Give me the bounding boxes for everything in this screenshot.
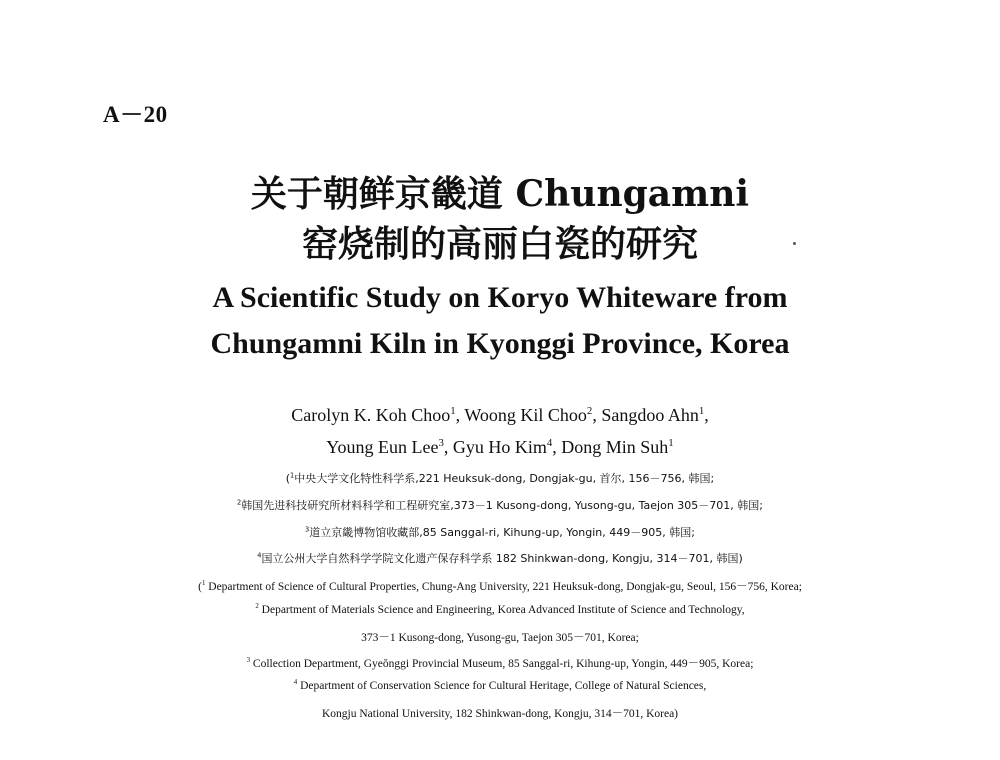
affiliation-text: Department of Conservation Science for Cultural Heritage, College of Natural Sciences, <box>300 680 707 692</box>
affiliation-text: Kongju National University, 182 Shinkwan-dong, Kongju, 314－701, Korea) <box>321 708 679 720</box>
author-affiliation-number: 1 <box>668 437 674 449</box>
affiliation-text: 道立京畿博物馆收藏部,85 Sanggal-ri, Kihung-up, Yongin, 449－905, 韩国; <box>309 526 695 539</box>
affiliation-text: 韩国先进科技研究所材料科学和工程研究室,373－1 Kusong-dong, Yusong-gu, Taejon 305－701, 韩国; <box>241 499 763 512</box>
author-name: Woong Kil Choo <box>464 405 587 425</box>
affiliation-cn-1 <box>0 470 1000 486</box>
author-affiliation-number: 4 <box>546 437 553 449</box>
affiliation-number: 2 <box>255 603 259 611</box>
affiliation-number: 2 <box>237 498 242 507</box>
affiliation-text: Department of Materials Science and Engineering, Korea Advanced Institute of Science and Technology, <box>261 604 745 616</box>
paren-open: ( <box>198 581 202 593</box>
author-name: Gyu Ho Kim <box>452 437 547 457</box>
affiliation-en-4-cont <box>0 705 1000 721</box>
affiliation-text: 国立公州大学自然科学学院文化遗产保存科学系 182 Shinkwan-dong, Kongju, 314－701, 韩国) <box>261 552 743 565</box>
affiliation-en-3 <box>0 655 1000 671</box>
affiliation-number: 3 <box>305 525 310 534</box>
author-affiliation-number: 3 <box>438 437 444 449</box>
affiliation-en-2 <box>0 604 1000 616</box>
affiliation-text: Collection Department, Gyeŏnggi Provincial Museum, 85 Sanggal-ri, Kihung-up, Yongin, 449－905, Korea; <box>252 658 754 670</box>
affiliation-text: Department of Science of Cultural Properties, Chung-Ang University, 221 Heuksuk-dong, Dongjak-gu, Seoul, 156－756, Korea; <box>208 581 802 593</box>
affiliation-number: 3 <box>246 657 251 665</box>
affiliation-cn-4 <box>0 550 1000 566</box>
affiliation-en-4 <box>0 680 1000 692</box>
author-name: Sangdoo Ahn <box>601 405 699 425</box>
affiliation-number: 1 <box>201 580 206 588</box>
affiliation-en-1 <box>0 578 1000 594</box>
author-name: Young Eun Lee <box>326 437 439 457</box>
authors-line-2: Young Eun Lee$^3$, Gyu Ho Kim$^4$, Dong Min Suh$^1$ <box>326 437 674 457</box>
paper-code: A－20 <box>103 102 168 127</box>
title-chinese-line-2: 窑烧制的高丽白瓷的研究 <box>301 223 698 265</box>
authors-line-1: Carolyn K. Koh Choo$^1$, Woong Kil Choo$^2$, Sangdoo Ahn$^1$, <box>291 405 709 425</box>
author-affiliation-number: 1 <box>450 405 456 417</box>
affiliation-number: 4 <box>293 679 298 687</box>
author-name: Dong Min Suh <box>561 437 669 457</box>
title-english-line-2: Chungamni Kiln in Kyonggi Province, Korea <box>210 327 790 360</box>
affiliation-cn-3 <box>0 524 1000 540</box>
author-affiliation-number: 1 <box>698 405 705 417</box>
stray-mark <box>793 242 796 245</box>
author-name: Carolyn K. Koh Choo <box>291 405 451 425</box>
author-affiliation-number: 2 <box>586 405 593 417</box>
affiliation-text: 373－1 Kusong-dong, Yusong-gu, Taejon 305－701, Korea; <box>361 632 639 644</box>
title-chinese-line-1: 关于朝鲜京畿道 Chungamni <box>250 173 750 215</box>
paren-open: ( <box>285 472 291 485</box>
affiliation-text: 中央大学文化特性科学系,221 Heuksuk-dong, Dongjak-gu, 首尔, 156－756, 韩国; <box>294 472 715 485</box>
affiliation-cn-2 <box>0 497 1000 513</box>
title-english-line-1: A Scientific Study on Koryo Whiteware from <box>212 281 788 314</box>
affiliation-en-2-cont <box>0 629 1000 645</box>
affiliation-number: 4 <box>257 551 262 560</box>
affiliation-number: 1 <box>290 471 295 480</box>
